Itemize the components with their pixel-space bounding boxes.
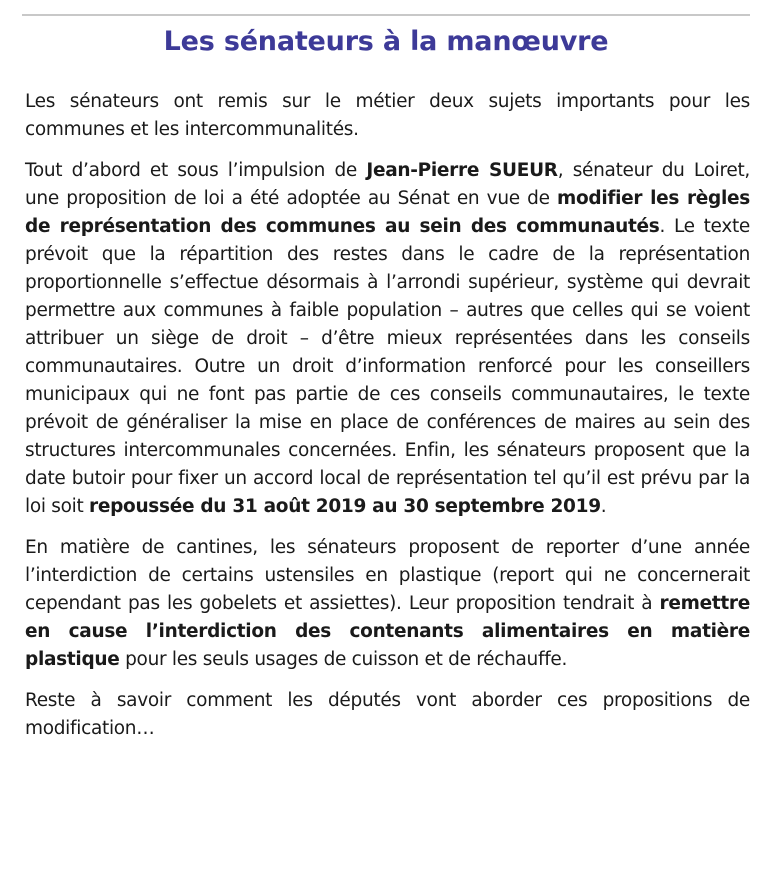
paragraph-cantines xyxy=(25,534,750,674)
text-run: . Le texte prévoit que la répartition des restes dans le cadre de la représentation proportionnelle s’effectue désormais à l’arrondi supérieur, système qui devrait permettre aux communes à faible population – autres que celles qui se voient attribuer un siège de droit – d’être mieux représentées dans les conseils communautaires. Outre un droit d’information renforcé pour les conseillers municipaux qui ne font pas partie de ces conseils communautaires, le texte prévoit de généraliser la mise en place de conférences de maires au sein des structures intercommunales concernées. Enfin, les sénateurs proposent que la date butoir pour fixer un accord local de représentation tel qu’il est prévu par la loi soit xyxy=(25,216,750,517)
senator-name: Jean-Pierre SUEUR xyxy=(366,160,558,181)
text-run: Les sénateurs ont remis sur le métier deux sujets importants pour les communes et les intercommunalités. xyxy=(25,91,750,140)
top-divider xyxy=(22,14,750,16)
highlight-rules: modifier les règles de représentation des communes au sein des communautés xyxy=(25,188,750,237)
highlight-deadline: repoussée du 31 août 2019 au 30 septembre 2019 xyxy=(89,496,601,517)
text-run: pour les seuls usages de cuisson et de réchauffe. xyxy=(119,649,568,670)
paragraph-conclusion xyxy=(25,687,750,743)
highlight-plastic: remettre en cause l’interdiction des contenants alimentaires en matière plastique xyxy=(25,593,750,670)
text-run: , sénateur du Loiret, une proposition de loi a été adoptée au Sénat en vue de xyxy=(25,160,750,209)
text-run: Reste à savoir comment les députés vont aborder ces propositions de modification… xyxy=(25,690,750,739)
article-body xyxy=(25,88,750,756)
text-run: En matière de cantines, les sénateurs proposent de reporter d’une année l’interdiction de certains ustensiles en plastique (report qui ne concernerait cependant pas les gobelets et assiettes). Leur proposition tendrait à xyxy=(25,537,750,614)
paragraph-representation xyxy=(25,157,750,521)
article-title: Les sénateurs à la manœuvre xyxy=(163,26,609,57)
text-run: . xyxy=(600,496,607,517)
paragraph-intro xyxy=(25,88,750,144)
text-run: Tout d’abord et sous l’impulsion de xyxy=(25,160,367,181)
